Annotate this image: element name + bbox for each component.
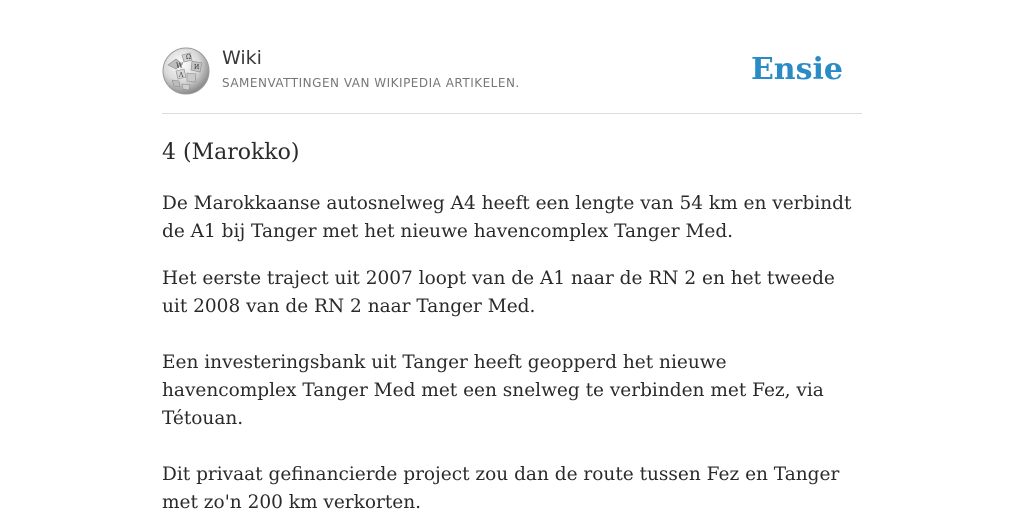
brand-logo[interactable]: Ensie xyxy=(750,52,843,87)
site-header xyxy=(162,46,862,98)
wikipedia-globe-icon[interactable] xyxy=(162,47,210,95)
paragraph: Een investeringsbank uit Tanger heeft geopperd het nieuwe havencomplex Tanger Med met een snelweg te verbinden met Fez, via Tétouan. xyxy=(162,352,824,429)
header-divider xyxy=(162,113,862,114)
paragraph: De Marokkaanse autosnelweg A4 heeft een lengte van 54 km en verbindt de A1 bij Tanger met het nieuwe havencomplex Tanger Med. xyxy=(162,193,852,242)
svg-text:И: И xyxy=(194,64,200,71)
svg-text:Ω: Ω xyxy=(186,54,191,61)
paragraph: Dit privaat gefinancierde project zou dan de route tussen Fez en Tanger met zo'n 200 km verkorten. xyxy=(162,464,840,513)
svg-text:W: W xyxy=(176,62,184,70)
site-title[interactable]: Wiki xyxy=(222,47,262,69)
paragraph: Het eerste traject uit 2007 loopt van de A1 naar de RN 2 en het tweede uit 2008 van de RN 2 naar Tanger Med. xyxy=(162,268,835,317)
article-title: 4 (Marokko) xyxy=(162,140,300,165)
svg-text:Λ: Λ xyxy=(179,72,184,79)
site-subtitle: SAMENVATTINGEN VAN WIKIPEDIA ARTIKELEN. xyxy=(222,76,520,90)
article-body xyxy=(162,190,862,517)
